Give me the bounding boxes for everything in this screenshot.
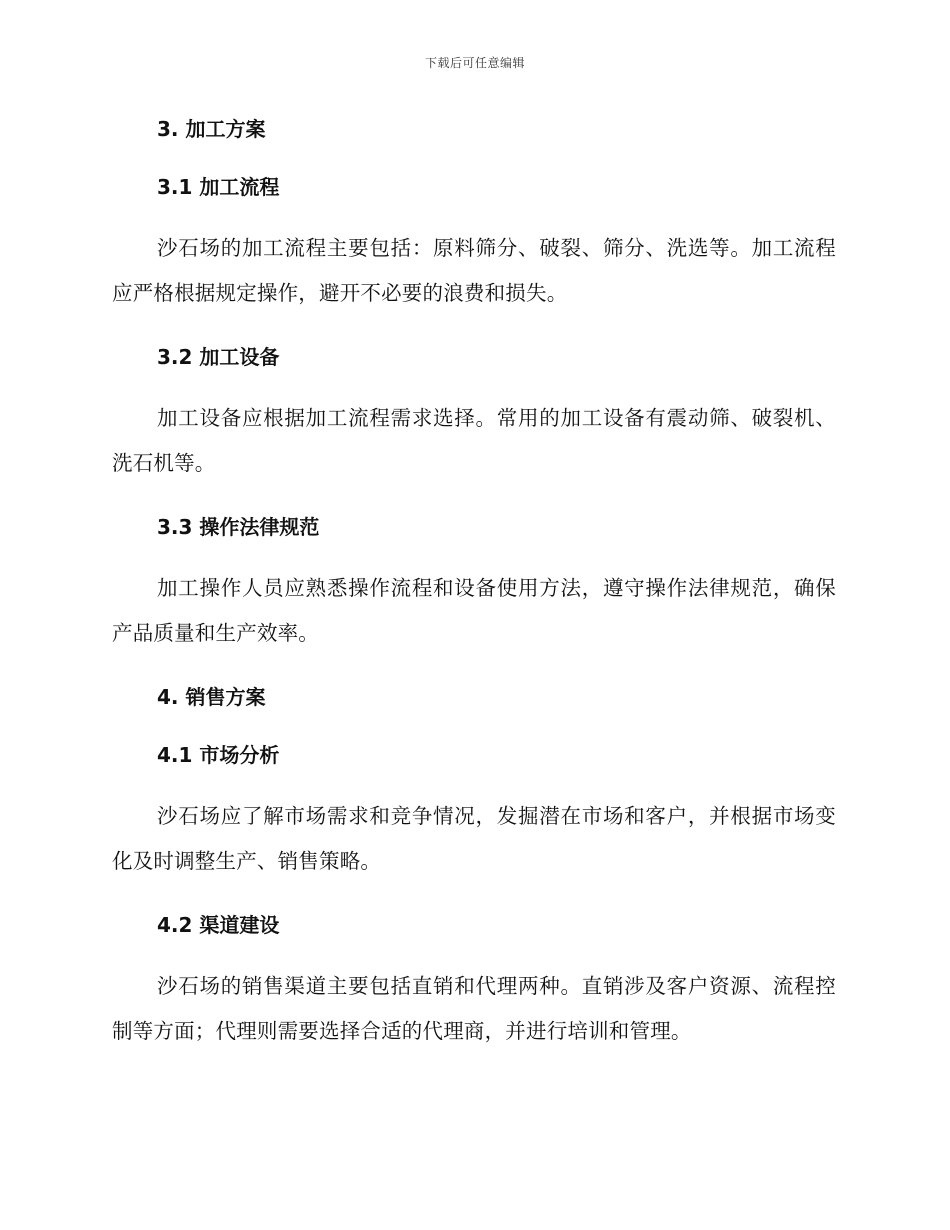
subsection-heading-4-2: 4.2 渠道建设 [157, 913, 280, 937]
paragraph-3-2: 加工设备应根据加工流程需求选择。常用的加工设备有震动筛、破裂机、洗石机等。 [112, 406, 836, 475]
paragraph-3-3: 加工操作人员应熟悉操作流程和设备使用方法，遵守操作法律规范，确保产品质量和生产效率。 [112, 576, 836, 645]
page-header: 下载后可任意编辑 [424, 56, 525, 70]
paragraph-4-1: 沙石场应了解市场需求和竞争情况，发掘潜在市场和客户，并根据市场变化及时调整生产、销售策略。 [112, 804, 836, 873]
subsection-heading-3-2: 3.2 加工设备 [157, 345, 280, 369]
paragraph-3-1: 沙石场的加工流程主要包括：原料筛分、破裂、筛分、洗选等。加工流程应严格根据规定操作，避开不必要的浪费和损失。 [112, 236, 836, 305]
subsection-heading-4-1: 4.1 市场分析 [157, 743, 280, 767]
subsection-heading-3-3: 3.3 操作法律规范 [157, 515, 320, 539]
section-heading-4: 4. 销售方案 [157, 685, 266, 709]
subsection-heading-3-1: 3.1 加工流程 [157, 175, 280, 199]
paragraph-4-2: 沙石场的销售渠道主要包括直销和代理两种。直销涉及客户资源、流程控制等方面；代理则需要选择合适的代理商，并进行培训和管理。 [112, 974, 836, 1043]
section-heading-3: 3. 加工方案 [157, 117, 266, 141]
document-body [112, 112, 836, 1078]
